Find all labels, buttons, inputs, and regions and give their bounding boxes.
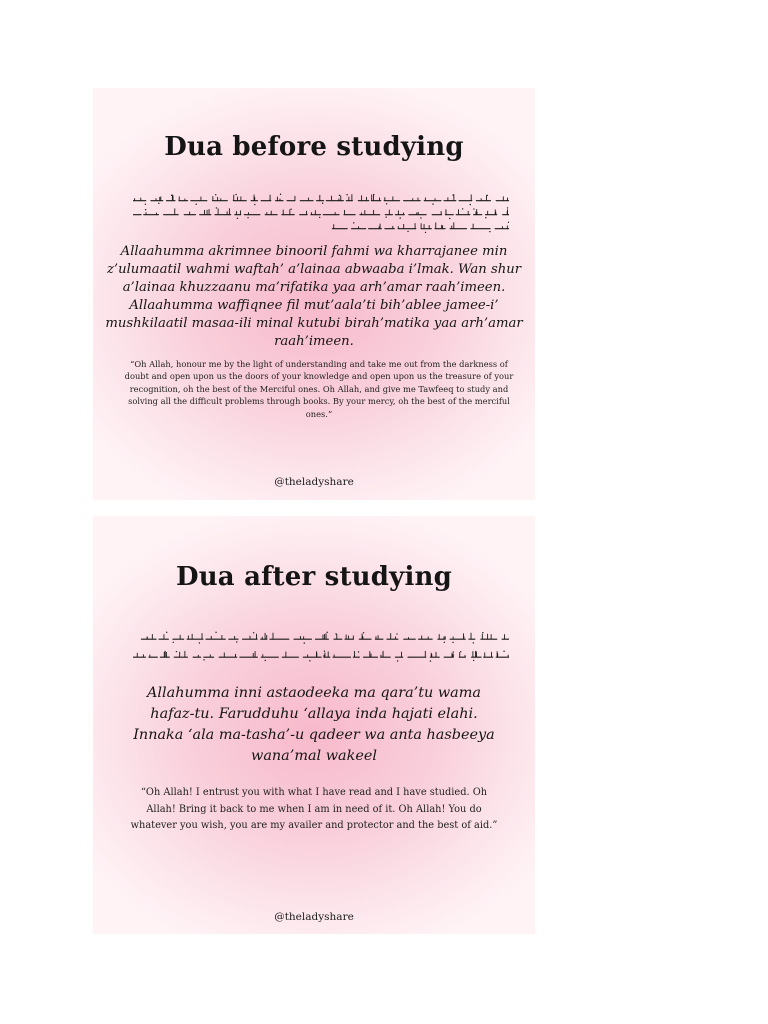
card-title: Dua before studying xyxy=(164,132,464,162)
arabic-diacritic-mark xyxy=(339,195,340,196)
arabic-diacritic-mark xyxy=(385,216,386,217)
arabic-diacritic-mark xyxy=(254,204,255,205)
arabic-diacritic-mark xyxy=(482,632,483,633)
arabic-diacritic-mark xyxy=(373,194,374,195)
arabic-diacritic-mark xyxy=(235,194,236,195)
arabic-diacritic-mark xyxy=(452,194,453,195)
meaning-translation-text: “Oh Allah! I entrust you with what I have read and I have studied. Oh Allah! Bring it back to me when I am in need of it. Oh Allah! You do whatever you wish, you are my availer and protector and the best of aid.” xyxy=(130,787,498,831)
arabic-diacritic-mark xyxy=(237,218,238,219)
arabic-diacritic-mark xyxy=(145,204,146,205)
arabic-diacritic-mark xyxy=(386,203,387,204)
arabic-diacritic-mark xyxy=(145,209,146,210)
transliteration-text: Allahumma inni astaodeeka ma qara’tu wama hafaz-tu. Farudduhu ‘allaya inda hajati elahi. Innaka ‘ala ma-tasha’-u qadeer wa anta hasbeeya wana’mal wakeel xyxy=(133,685,495,764)
arabic-diacritic-mark xyxy=(363,632,364,633)
arabic-diacritic-mark xyxy=(158,203,159,204)
arabic-diacritic-mark xyxy=(309,660,310,661)
arabic-text xyxy=(133,192,509,234)
arabic-diacritic-mark xyxy=(473,642,474,643)
meaning-translation-text: “Oh Allah, honour me by the light of understanding and take me out from the darkness of doubt and open upon us the doors of your knowledge and open upon us the treasure of your recognition, oh the best of the Merciful ones. Oh Allah, and give me Tawfeeq to study and solving all the difficult problems through books. By your mercy, oh the best of the merciful ones.” xyxy=(124,359,514,419)
arabic-diacritic-mark xyxy=(171,195,172,196)
arabic-diacritic-mark xyxy=(173,642,174,643)
arabic-diacritic-mark xyxy=(420,217,421,218)
arabic-diacritic-mark xyxy=(399,217,400,218)
arabic-diacritic-mark xyxy=(358,651,359,652)
arabic-diacritic-mark xyxy=(425,232,426,233)
arabic-diacritic-mark xyxy=(462,208,463,209)
dua-before-studying-card xyxy=(93,88,535,500)
arabic-diacritic-mark xyxy=(265,660,266,661)
social-handle: @theladyshare xyxy=(274,911,354,923)
arabic-diacritic-mark xyxy=(304,642,305,643)
arabic-diacritic-mark xyxy=(473,660,474,661)
arabic-diacritic-mark xyxy=(430,660,431,661)
dua-after-studying-card xyxy=(93,516,535,934)
arabic-diacritic-mark xyxy=(196,203,197,204)
arabic-diacritic-mark xyxy=(485,217,486,218)
arabic-diacritic-mark xyxy=(397,660,398,661)
arabic-diacritic-mark xyxy=(203,659,204,660)
arabic-diacritic-mark xyxy=(489,231,490,232)
arabic-diacritic-mark xyxy=(396,633,397,634)
arabic-diacritic-mark xyxy=(503,651,504,652)
arabic-diacritic-mark xyxy=(470,204,471,205)
arabic-diacritic-mark xyxy=(319,217,320,218)
arabic-diacritic-mark xyxy=(507,207,508,208)
arabic-diacritic-mark xyxy=(290,208,291,209)
arabic-diacritic-mark xyxy=(164,651,165,652)
arabic-diacritic-mark xyxy=(215,194,216,195)
arabic-diacritic-mark xyxy=(236,641,237,642)
arabic-diacritic-mark xyxy=(216,207,217,208)
arabic-diacritic-mark xyxy=(280,194,281,195)
arabic-text xyxy=(133,628,509,664)
arabic-diacritic-mark xyxy=(453,651,454,652)
arabic-diacritic-mark xyxy=(346,194,347,195)
arabic-diacritic-mark xyxy=(444,642,445,643)
arabic-diacritic-mark xyxy=(322,203,323,204)
arabic-script-glyphs xyxy=(133,628,509,664)
arabic-diacritic-mark xyxy=(176,651,177,652)
arabic-diacritic-mark xyxy=(199,642,200,643)
arabic-diacritic-mark xyxy=(247,217,248,218)
arabic-diacritic-mark xyxy=(487,195,488,196)
arabic-diacritic-mark xyxy=(460,651,461,652)
arabic-diacritic-mark xyxy=(335,633,336,634)
arabic-diacritic-mark xyxy=(215,632,216,633)
arabic-diacritic-mark xyxy=(432,203,433,204)
arabic-diacritic-mark xyxy=(253,632,254,633)
arabic-diacritic-mark xyxy=(324,651,325,652)
arabic-script-glyphs xyxy=(133,192,509,234)
arabic-diacritic-mark xyxy=(508,222,509,223)
card-title: Dua after studying xyxy=(175,562,453,592)
arabic-diacritic-mark xyxy=(452,642,453,643)
transliteration-text: Allaahumma akrimnee binooril fahmi wa kharrajanee min z’ulumaatil wahmi waftah’ a’lainaa abwaaba i’lmak. Wan shur a’lainaa khuzzaanu ma’rifatika yaa arh’amar raah’imeen. Allaahumma waffiqnee fil mut’aala’ti bih’ablee jamee-i’ mushkilaatil masaa-ili minal kutubi birah’matika yaa arh’amar raah’imeen. xyxy=(105,244,523,349)
arabic-diacritic-mark xyxy=(407,231,408,232)
arabic-diacritic-mark xyxy=(473,208,474,209)
arabic-diacritic-mark xyxy=(326,632,327,633)
arabic-diacritic-mark xyxy=(449,218,450,219)
social-handle: @theladyshare xyxy=(274,476,354,488)
arabic-diacritic-mark xyxy=(353,222,354,223)
arabic-diacritic-mark xyxy=(166,632,167,633)
